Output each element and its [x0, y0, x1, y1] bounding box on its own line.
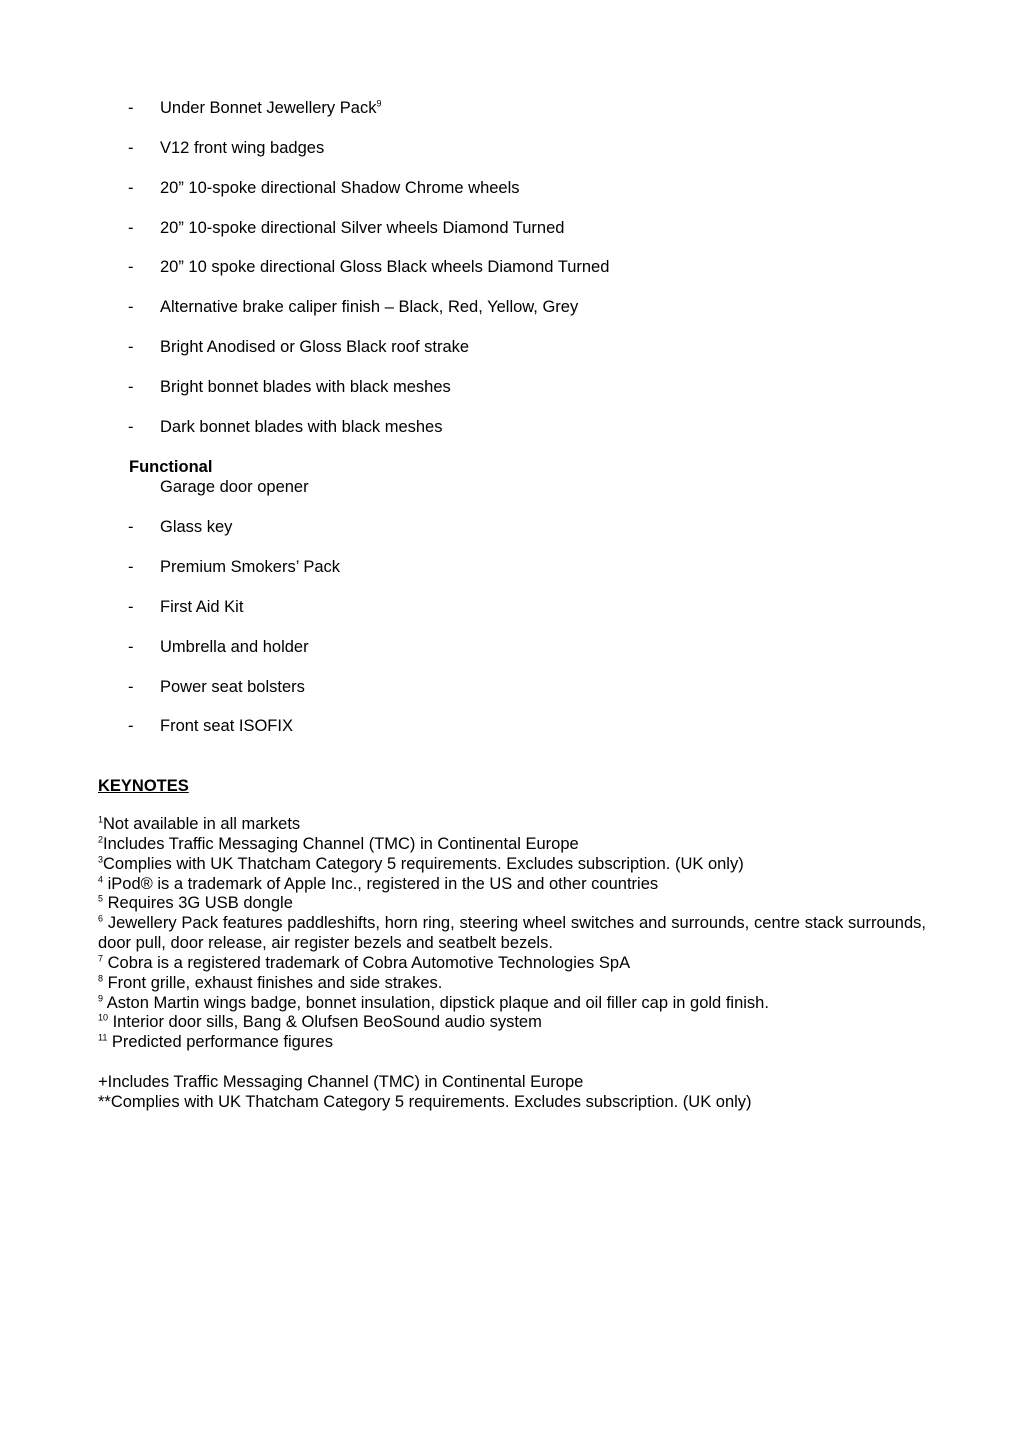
list-dash: -: [128, 717, 134, 735]
footnote-number: 7: [98, 953, 104, 964]
list-item-label: 20” 10 spoke directional Gloss Black wheels Diamond Turned: [160, 258, 610, 276]
footnote: [98, 974, 926, 994]
footnote-text: Includes Traffic Messaging Channel (TMC) in Continental Europe: [103, 834, 579, 853]
list-dash: -: [128, 678, 134, 696]
list-item-label: Bright Anodised or Gloss Black roof strake: [160, 338, 470, 356]
additional-notes: [98, 1072, 752, 1112]
list-item-label: 20” 10-spoke directional Silver wheels Diamond Turned: [160, 219, 565, 237]
list-dash: -: [128, 558, 134, 576]
list-dash: -: [128, 638, 134, 656]
additional-note-thatcham: **Complies with UK Thatcham Category 5 requirements. Excludes subscription. (UK only): [98, 1093, 752, 1111]
footnote-text: Cobra is a registered trademark of Cobra Automotive Technologies SpA: [103, 953, 631, 972]
footnote-ref: 9: [376, 98, 382, 109]
footnote-number: 6: [98, 913, 104, 924]
list-dash: -: [128, 598, 134, 616]
footnote-text: Complies with UK Thatcham Category 5 requirements. Excludes subscription. (UK only): [103, 854, 744, 873]
list-item-label: Power seat bolsters: [160, 678, 305, 696]
footnote-number: 10: [98, 1012, 109, 1023]
footnote: [98, 894, 926, 914]
footnote-text: Not available in all markets: [103, 815, 301, 833]
list-item-label: Glass key: [160, 518, 233, 536]
footnote: [98, 954, 926, 974]
footnote-text: Front grille, exhaust finishes and side strakes.: [103, 973, 443, 992]
footnote: [98, 835, 926, 855]
footnote-text: Predicted performance figures: [107, 1033, 333, 1052]
list-item-label: V12 front wing badges: [160, 139, 325, 157]
footnote: [98, 994, 926, 1014]
list-dash: -: [128, 378, 134, 396]
list-item-label: Alternative brake caliper finish – Black, Red, Yellow, Grey: [160, 298, 579, 316]
section-heading-functional: Functional: [129, 458, 213, 476]
footnotes-list: [98, 815, 926, 1053]
footnote: [98, 815, 926, 835]
footnote-text: iPod® is a trademark of Apple Inc., registered in the US and other countries: [103, 874, 659, 893]
list-dash: -: [128, 219, 134, 237]
list-dash: -: [128, 258, 134, 276]
list-item-first: Garage door opener: [160, 478, 309, 496]
list-dash: -: [128, 179, 134, 197]
footnote: [98, 1033, 926, 1053]
additional-note-tmc: +Includes Traffic Messaging Channel (TMC) in Continental Europe: [98, 1073, 584, 1091]
footnote-text: Aston Martin wings badge, bonnet insulation, dipstick plaque and oil filler cap in gold finish.: [103, 993, 769, 1012]
footnote-number: 11: [98, 1032, 108, 1043]
footnote-number: 9: [98, 993, 104, 1004]
list-dash: -: [128, 139, 134, 157]
footnote-number: 1: [98, 814, 104, 825]
list-item-label: Dark bonnet blades with black meshes: [160, 418, 443, 436]
footnote-number: 2: [98, 834, 104, 845]
footnote-text: Jewellery Pack features paddleshifts, horn ring, steering wheel switches and surrounds, centre stack surrounds, door pull, door release, air register bezels and seatbelt bezels.: [98, 914, 926, 953]
footnote-text: Requires 3G USB dongle: [103, 894, 293, 913]
list-item-label: Under Bonnet Jewellery Pack: [160, 99, 377, 117]
footnote: [98, 875, 926, 895]
footnote-number: 5: [98, 893, 104, 904]
footnote-number: 3: [98, 854, 104, 865]
list-dash: -: [128, 338, 134, 356]
list-item-label: Umbrella and holder: [160, 638, 309, 656]
list-item-label: 20” 10-spoke directional Shadow Chrome wheels: [160, 179, 520, 197]
footnote: [98, 1013, 926, 1033]
list-item-label: Bright bonnet blades with black meshes: [160, 378, 451, 396]
footnote-number: 4: [98, 874, 104, 885]
footnote: [98, 855, 926, 875]
list-item-label: Front seat ISOFIX: [160, 717, 293, 735]
footnote-number: 8: [98, 973, 104, 984]
footnote: [98, 914, 926, 954]
footnote-text: Interior door sills, Bang & Olufsen BeoSound audio system: [108, 1013, 542, 1032]
list-dash: -: [128, 99, 134, 117]
list-item-text: [160, 97, 381, 119]
list-dash: -: [128, 298, 134, 316]
list-dash: -: [128, 418, 134, 436]
list-item-label: Premium Smokers’ Pack: [160, 558, 341, 576]
list-item-label: First Aid Kit: [160, 598, 244, 616]
list-dash: -: [128, 518, 134, 536]
keynotes-heading: KEYNOTES: [98, 777, 189, 795]
